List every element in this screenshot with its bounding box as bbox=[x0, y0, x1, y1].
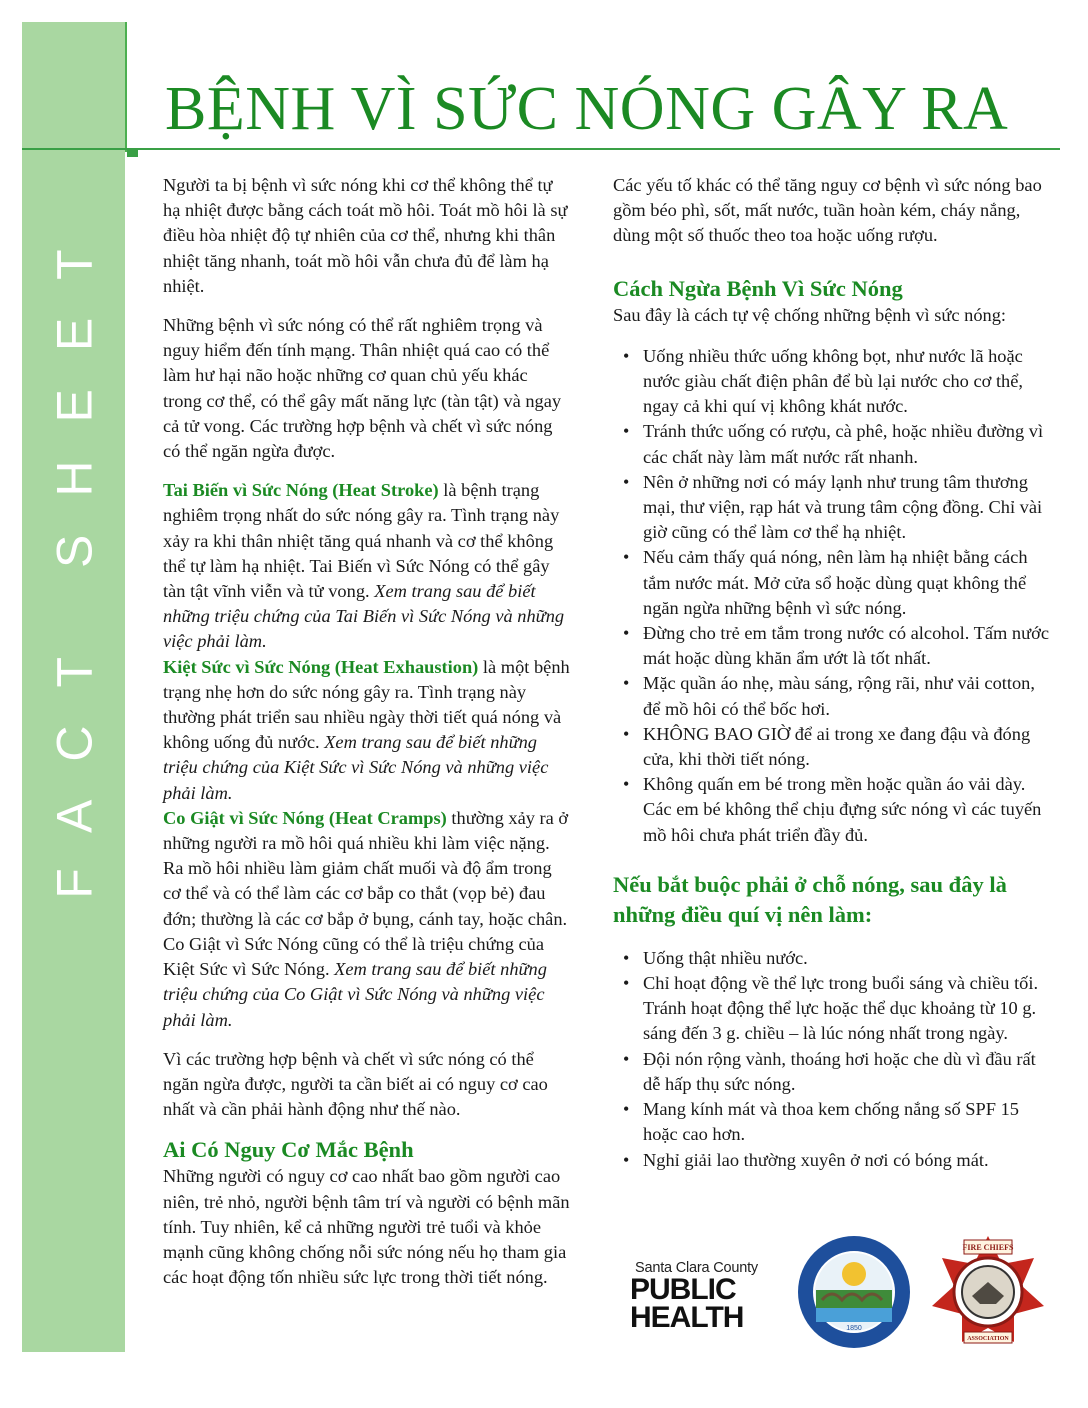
must-list-item: • Mang kính mát và thoa kem chống nắng số SPF 15 hoặc cao hơn. bbox=[613, 1097, 1053, 1147]
prevent-list-item: • Mặc quần áo nhẹ, màu sáng, rộng rãi, như vải cotton, để mồ hôi có thể bốc hơi. bbox=[613, 671, 1053, 721]
prevent-heading: Cách Ngừa Bệnh Vì Sức Nóng bbox=[613, 275, 903, 301]
health-word: HEALTH bbox=[630, 1301, 744, 1334]
prevent-list-item: • Nên ở những nơi có máy lạnh như trung tâm thương mại, thư viện, rạp hát và trung tâm cộng đồng. Chỉ vài giờ cũng có thể làm cơ thể hạ nhiệt. bbox=[613, 470, 1053, 546]
left-column bbox=[163, 173, 571, 1290]
ems-seal-year: 1850 bbox=[846, 1325, 862, 1332]
vertical-title bbox=[20, 195, 130, 915]
prevent-list bbox=[613, 344, 1053, 848]
must-list-item: • Nghỉ giải lao thường xuyên ở nơi có bóng mát. bbox=[613, 1148, 1053, 1173]
must-heading: Nếu bắt buộc phải ở chỗ nóng, sau đây là những điều quí vị nên làm: bbox=[613, 871, 1007, 927]
prevent-list-item: • Nếu cảm thấy quá nóng, nên làm hạ nhiệt bằng cách tắm nước mát. Mở cửa sổ hoặc dùng quạt không thể ngăn ngừa những bệnh vì sức nóng. bbox=[613, 545, 1053, 621]
prevention-paragraph: Vì các trường hợp bệnh và chết vì sức nóng có thể ngăn ngừa được, người ta cần biết ai có nguy cơ cao nhất và cần phải hành động như thế nào. bbox=[163, 1048, 548, 1120]
risk-heading: Ai Có Nguy Cơ Mắc Bệnh bbox=[163, 1137, 414, 1163]
prevent-list-item: • Tránh thức uống có rượu, cà phê, hoặc nhiều đường vì các chất này làm mất nước rất nhanh. bbox=[613, 419, 1053, 469]
vertical-title-text: FACT SHEET bbox=[47, 211, 104, 899]
heat-exhaustion-note: Xem trang sau để biết những triệu chứng của Kiệt Sức vì Sức Nóng và những việc phải làm. bbox=[163, 732, 549, 803]
public-health-county: Santa Clara County bbox=[635, 1260, 758, 1276]
heat-cramps-note: Xem trang sau để biết những triệu chứng của Co Giật vì Sức Nóng và những việc phải làm. bbox=[163, 959, 547, 1030]
prevent-list-item: • Không quấn em bé trong mền hoặc quần áo vải dày. Các em bé không thể chịu đựng sức nóng vì các tuyến mồ hôi chưa phát triển đầy đủ. bbox=[613, 772, 1053, 848]
heat-exhaustion-paragraph bbox=[163, 655, 571, 806]
title-rule-mark bbox=[127, 150, 138, 157]
risk-factors-paragraph: Các yếu tố khác có thể tăng nguy cơ bệnh vì sức nóng bao gồm béo phì, sốt, mất nước, tuần hoàn kém, cháy nắng, dùng một số thuốc theo toa hoặc uống rượu. bbox=[613, 175, 1042, 246]
prevent-list-item: • Đừng cho trẻ em tắm trong nước có alcohol. Tấm nước mát hoặc dùng khăn ẩm ướt là tốt nhất. bbox=[613, 621, 1053, 671]
heat-stroke-paragraph bbox=[163, 478, 571, 654]
must-list-item: • Chỉ hoạt động về thể lực trong buổi sáng và chiều tối. Tránh hoạt động thể lực hoặc thể dục khoảng từ 10 g. sáng đến 3 g. chiều – là lúc nóng nhất trong ngày. bbox=[613, 971, 1053, 1047]
intro-paragraph: Người ta bị bệnh vì sức nóng khi cơ thể không thể tự hạ nhiệt được bằng cách toát mồ hôi. Toát mồ hôi là sự điều hòa nhiệt độ tự nhiên của cơ thể, nhưng khi thân nhiệt tăng nhanh, toát mồ hôi vẫn chưa đủ để làm hạ nhiệt. bbox=[163, 175, 568, 296]
heat-cramps-term: Co Giật vì Sức Nóng (Heat Cramps) bbox=[163, 807, 447, 828]
page-title: BỆNH VÌ SỨC NÓNG GÂY RA bbox=[165, 75, 1009, 143]
severity-paragraph: Những bệnh vì sức nóng có thể rất nghiêm trọng và nguy hiểm đến tính mạng. Thân nhiệt quá cao có thể làm hư hại não hoặc những cơ quan chủ yếu khác trong cơ thể, có thể gây mất năng lực (tàn tật) và ngay cả tử vong. Các trường hợp bệnh và chết vì sức nóng có thể ngăn ngừa được. bbox=[163, 315, 562, 462]
must-list-item: • Đội nón rộng vành, thoáng hơi hoặc che dù vì đầu rất dễ hấp thụ sức nóng. bbox=[613, 1047, 1053, 1097]
title-rule bbox=[22, 148, 1060, 150]
prevent-list-item: • Uống nhiều thức uống không bọt, như nước lã hoặc nước giàu chất điện phân để bù lại nước cho cơ thể, ngay cả khi quí vị không khát nước. bbox=[613, 344, 1053, 420]
heat-exhaustion-term: Kiệt Sức vì Sức Nóng (Heat Exhaustion) bbox=[163, 656, 479, 677]
heat-exhaustion-text: là một bệnh trạng nhẹ hơn do sức nóng gây ra. Tình trạng này thường phát triển sau nhiều ngày thời tiết quá nóng và không uống đủ nước. bbox=[163, 656, 570, 753]
ems-seal-logo bbox=[796, 1234, 912, 1350]
public-health-word: PUBLIC bbox=[630, 1273, 736, 1306]
right-column bbox=[613, 173, 1053, 1173]
fire-chiefs-top-text: FIRE CHIEFS bbox=[962, 1243, 1014, 1252]
must-list-item: • Uống thật nhiều nước. bbox=[613, 946, 1053, 971]
heat-stroke-term: Tai Biến vì Sức Nóng (Heat Stroke) bbox=[163, 480, 439, 501]
must-list bbox=[613, 946, 1053, 1173]
heat-stroke-text: là bệnh trạng nghiêm trọng nhất do sức nóng gây ra. Tình trạng này xảy ra khi thân nhiệt tăng quá nhanh và cơ thể không thể tự làm hạ nhiệt. Tai Biến vì Sức Nóng có thể gây tàn tật vĩnh viễn và tử vong. bbox=[163, 480, 560, 602]
logos bbox=[612, 1230, 1052, 1355]
risk-paragraph: Những người có nguy cơ cao nhất bao gồm người cao niên, trẻ nhỏ, người bệnh tâm trí và người có bệnh mãn tính. Tuy nhiên, kể cả những người trẻ tuổi và khỏe mạnh cũng không chống nỗi sức nóng nếu họ tham gia các hoạt động tốn nhiều sức lực trong thời tiết nóng. bbox=[163, 1166, 570, 1288]
heat-stroke-note: Xem trang sau để biết những triệu chứng của Tai Biến vì Sức Nóng và những việc phải làm. bbox=[163, 581, 565, 652]
heat-cramps-paragraph bbox=[163, 806, 571, 1033]
heat-cramps-text: thường xảy ra ở những người ra mồ hôi quá nhiều khi làm việc nặng. Ra mồ hôi nhiều làm giảm chất muối và độ ẩm trong cơ thể và có thể làm các cơ bắp co thắt (vọp bẻ) đau đớn; thường là các cơ bắp ở bụng, cánh tay, hoặc chân. Co Giật vì Sức Nóng cũng có thể là triệu chứng của Kiệt Sức vì Sức Nóng. bbox=[163, 807, 569, 980]
fire-chiefs-logo bbox=[930, 1234, 1046, 1350]
public-health-logo bbox=[630, 1260, 780, 1332]
prevent-intro: Sau đây là cách tự vệ chống những bệnh vì sức nóng: bbox=[613, 304, 1007, 325]
prevent-list-item: • KHÔNG BAO GIỜ để ai trong xe đang đậu và đóng cửa, khi thời tiết nóng. bbox=[613, 722, 1053, 772]
fire-chiefs-bottom-text: ASSOCIATION bbox=[967, 1336, 1009, 1342]
sidebar-divider bbox=[125, 22, 141, 152]
